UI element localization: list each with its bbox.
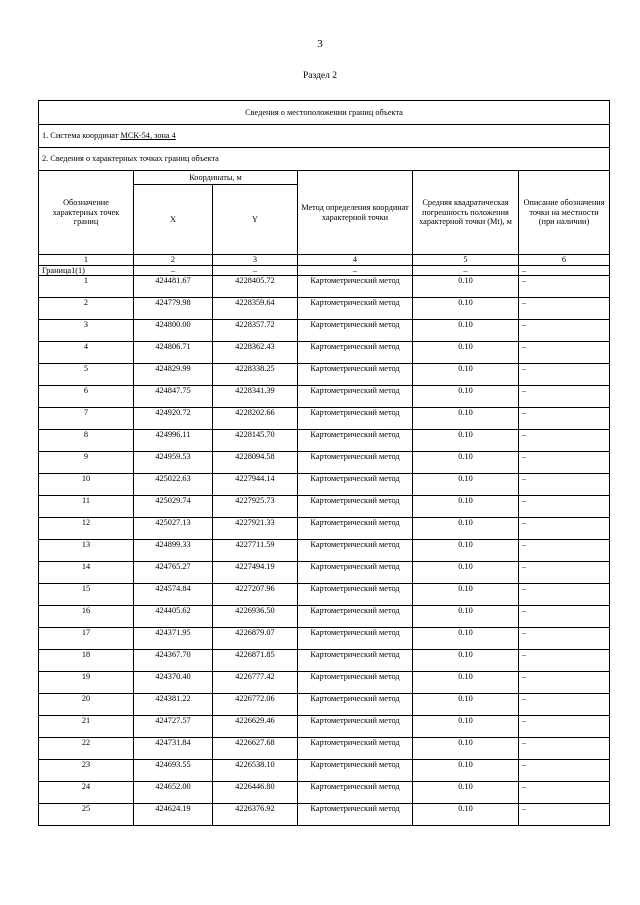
- error: 0.10: [413, 408, 519, 430]
- description: –: [519, 584, 610, 606]
- y-coordinate: 4228359.64: [213, 298, 298, 320]
- description: –: [519, 738, 610, 760]
- boundary-group-row: [39, 265, 610, 276]
- error: 0.10: [413, 518, 519, 540]
- error: 0.10: [413, 430, 519, 452]
- table-row: [39, 540, 610, 562]
- point-number: 23: [39, 760, 134, 782]
- y-coordinate: 4226772.06: [213, 694, 298, 716]
- error: 0.10: [413, 364, 519, 386]
- error: 0.10: [413, 716, 519, 738]
- description: –: [519, 518, 610, 540]
- method: Картометрический метод: [298, 540, 413, 562]
- method: Картометрический метод: [298, 518, 413, 540]
- table-row: [39, 628, 610, 650]
- x-coordinate: 424779.98: [134, 298, 213, 320]
- description: –: [519, 276, 610, 298]
- y-coordinate: 4226936.50: [213, 606, 298, 628]
- x-coordinate: 424765.27: [134, 562, 213, 584]
- point-number: 25: [39, 804, 134, 826]
- description: –: [519, 760, 610, 782]
- x-coordinate: 424405.62: [134, 606, 213, 628]
- y-coordinate: 4228357.72: [213, 320, 298, 342]
- x-coordinate: 424381.22: [134, 694, 213, 716]
- point-number: 19: [39, 672, 134, 694]
- header-x: X: [134, 185, 213, 255]
- x-coordinate: 424481.67: [134, 276, 213, 298]
- table-row: [39, 562, 610, 584]
- point-number: 1: [39, 276, 134, 298]
- x-coordinate: 424574.84: [134, 584, 213, 606]
- y-coordinate: 4228094.58: [213, 452, 298, 474]
- table-row: [39, 452, 610, 474]
- description: –: [519, 628, 610, 650]
- table-title: Сведения о местоположении границ объекта: [39, 101, 610, 125]
- description: –: [519, 804, 610, 826]
- coordinate-system-row: [39, 125, 610, 148]
- group-cell: –: [298, 265, 413, 276]
- point-number: 11: [39, 496, 134, 518]
- method: Картометрический метод: [298, 474, 413, 496]
- method: Картометрический метод: [298, 276, 413, 298]
- x-coordinate: 425027.13: [134, 518, 213, 540]
- header-coordinates: Координаты, м: [134, 171, 298, 185]
- error: 0.10: [413, 276, 519, 298]
- error: 0.10: [413, 628, 519, 650]
- method: Картометрический метод: [298, 804, 413, 826]
- point-number: 10: [39, 474, 134, 496]
- method: Картометрический метод: [298, 386, 413, 408]
- y-coordinate: 4226879.07: [213, 628, 298, 650]
- group-cell: –: [134, 265, 213, 276]
- column-number: 3: [213, 255, 298, 266]
- y-coordinate: 4226777.42: [213, 672, 298, 694]
- point-number: 7: [39, 408, 134, 430]
- x-coordinate: 424800.00: [134, 320, 213, 342]
- table-row: [39, 760, 610, 782]
- table-row: [39, 518, 610, 540]
- method: Картометрический метод: [298, 738, 413, 760]
- point-number: 13: [39, 540, 134, 562]
- method: Картометрический метод: [298, 496, 413, 518]
- table-row: [39, 320, 610, 342]
- y-coordinate: 4226376.92: [213, 804, 298, 826]
- error: 0.10: [413, 540, 519, 562]
- y-coordinate: 4227494.19: [213, 562, 298, 584]
- x-coordinate: 424367.70: [134, 650, 213, 672]
- y-coordinate: 4226446.80: [213, 782, 298, 804]
- y-coordinate: 4228362.43: [213, 342, 298, 364]
- table-row: [39, 584, 610, 606]
- header-y: Y: [213, 185, 298, 255]
- column-number-row: [39, 255, 610, 266]
- description: –: [519, 606, 610, 628]
- description: –: [519, 342, 610, 364]
- column-number: 2: [134, 255, 213, 266]
- y-coordinate: 4227921.33: [213, 518, 298, 540]
- method: Картометрический метод: [298, 584, 413, 606]
- x-coordinate: 424829.99: [134, 364, 213, 386]
- error: 0.10: [413, 782, 519, 804]
- method: Картометрический метод: [298, 760, 413, 782]
- column-number: 6: [519, 255, 610, 266]
- error: 0.10: [413, 452, 519, 474]
- header-description: Описание обозначения точки на местности (при наличии): [519, 171, 610, 255]
- method: Картометрический метод: [298, 430, 413, 452]
- y-coordinate: 4226629.46: [213, 716, 298, 738]
- description: –: [519, 694, 610, 716]
- page-number: 3: [317, 38, 323, 50]
- column-number: 4: [298, 255, 413, 266]
- header-error: Средняя квадратическая погрешность положения характерной точки (Mt), м: [413, 171, 519, 255]
- method: Картометрический метод: [298, 716, 413, 738]
- table-row: [39, 716, 610, 738]
- point-number: 6: [39, 386, 134, 408]
- method: Картометрический метод: [298, 562, 413, 584]
- point-number: 4: [39, 342, 134, 364]
- x-coordinate: 424996.11: [134, 430, 213, 452]
- points-heading: 2. Сведения о характерных точках границ объекта: [39, 148, 610, 171]
- description: –: [519, 716, 610, 738]
- section-title: Раздел 2: [303, 71, 337, 81]
- y-coordinate: 4227944.14: [213, 474, 298, 496]
- point-number: 3: [39, 320, 134, 342]
- description: –: [519, 364, 610, 386]
- description: –: [519, 782, 610, 804]
- table-row: [39, 276, 610, 298]
- table-row: [39, 606, 610, 628]
- table-row: [39, 804, 610, 826]
- point-number: 15: [39, 584, 134, 606]
- table-row: [39, 672, 610, 694]
- group-cell: –: [413, 265, 519, 276]
- description: –: [519, 474, 610, 496]
- point-number: 18: [39, 650, 134, 672]
- method: Картометрический метод: [298, 694, 413, 716]
- description: –: [519, 408, 610, 430]
- table-row: [39, 408, 610, 430]
- description: –: [519, 386, 610, 408]
- error: 0.10: [413, 562, 519, 584]
- error: 0.10: [413, 386, 519, 408]
- x-coordinate: 424806.71: [134, 342, 213, 364]
- x-coordinate: 424959.53: [134, 452, 213, 474]
- error: 0.10: [413, 342, 519, 364]
- description: –: [519, 540, 610, 562]
- x-coordinate: 424920.72: [134, 408, 213, 430]
- point-number: 5: [39, 364, 134, 386]
- table-row: [39, 364, 610, 386]
- description: –: [519, 452, 610, 474]
- point-number: 14: [39, 562, 134, 584]
- x-coordinate: 424371.95: [134, 628, 213, 650]
- y-coordinate: 4227711.59: [213, 540, 298, 562]
- error: 0.10: [413, 804, 519, 826]
- y-coordinate: 4226871.85: [213, 650, 298, 672]
- group-cell: –: [519, 265, 610, 276]
- error: 0.10: [413, 474, 519, 496]
- table-row: [39, 474, 610, 496]
- x-coordinate: 424693.55: [134, 760, 213, 782]
- method: Картометрический метод: [298, 606, 413, 628]
- x-coordinate: 424370.40: [134, 672, 213, 694]
- description: –: [519, 496, 610, 518]
- point-number: 22: [39, 738, 134, 760]
- x-coordinate: 424731.84: [134, 738, 213, 760]
- error: 0.10: [413, 738, 519, 760]
- table-row: [39, 298, 610, 320]
- error: 0.10: [413, 298, 519, 320]
- method: Картометрический метод: [298, 628, 413, 650]
- y-coordinate: 4227925.73: [213, 496, 298, 518]
- table-row: [39, 782, 610, 804]
- y-coordinate: 4228405.72: [213, 276, 298, 298]
- point-number: 17: [39, 628, 134, 650]
- coordinate-system-label: 1. Система координат: [42, 131, 121, 141]
- method: Картометрический метод: [298, 364, 413, 386]
- y-coordinate: 4228145.70: [213, 430, 298, 452]
- point-number: 16: [39, 606, 134, 628]
- column-number: 5: [413, 255, 519, 266]
- description: –: [519, 650, 610, 672]
- error: 0.10: [413, 694, 519, 716]
- method: Картометрический метод: [298, 320, 413, 342]
- group-cell: –: [213, 265, 298, 276]
- method: Картометрический метод: [298, 650, 413, 672]
- point-number: 12: [39, 518, 134, 540]
- coordinate-system-value: МСК-54, зона 4: [120, 131, 176, 141]
- x-coordinate: 424624.19: [134, 804, 213, 826]
- error: 0.10: [413, 584, 519, 606]
- table-row: [39, 650, 610, 672]
- y-coordinate: 4227207.96: [213, 584, 298, 606]
- method: Картометрический метод: [298, 452, 413, 474]
- method: Картометрический метод: [298, 298, 413, 320]
- error: 0.10: [413, 606, 519, 628]
- x-coordinate: 424727.57: [134, 716, 213, 738]
- point-number: 24: [39, 782, 134, 804]
- method: Картометрический метод: [298, 342, 413, 364]
- y-coordinate: 4226538.10: [213, 760, 298, 782]
- y-coordinate: 4228338.25: [213, 364, 298, 386]
- table-row: [39, 430, 610, 452]
- y-coordinate: 4228202.66: [213, 408, 298, 430]
- point-number: 8: [39, 430, 134, 452]
- x-coordinate: 424847.75: [134, 386, 213, 408]
- method: Картометрический метод: [298, 782, 413, 804]
- x-coordinate: 424652.00: [134, 782, 213, 804]
- table-row: [39, 496, 610, 518]
- description: –: [519, 672, 610, 694]
- y-coordinate: 4228341.39: [213, 386, 298, 408]
- boundary-group-label: Граница1(1): [39, 265, 134, 276]
- boundary-points-table: [38, 100, 610, 826]
- header-method: Метод определения координат характерной точки: [298, 171, 413, 255]
- point-number: 9: [39, 452, 134, 474]
- x-coordinate: 424899.33: [134, 540, 213, 562]
- description: –: [519, 562, 610, 584]
- description: –: [519, 430, 610, 452]
- x-coordinate: 425022.63: [134, 474, 213, 496]
- error: 0.10: [413, 320, 519, 342]
- method: Картометрический метод: [298, 408, 413, 430]
- x-coordinate: 425029.74: [134, 496, 213, 518]
- table-row: [39, 738, 610, 760]
- error: 0.10: [413, 760, 519, 782]
- error: 0.10: [413, 650, 519, 672]
- point-number: 2: [39, 298, 134, 320]
- method: Картометрический метод: [298, 672, 413, 694]
- description: –: [519, 320, 610, 342]
- error: 0.10: [413, 496, 519, 518]
- point-number: 20: [39, 694, 134, 716]
- description: –: [519, 298, 610, 320]
- table-row: [39, 342, 610, 364]
- header-designation: Обозначение характерных точек границ: [39, 171, 134, 255]
- table-row: [39, 386, 610, 408]
- table-row: [39, 694, 610, 716]
- point-number: 21: [39, 716, 134, 738]
- column-number: 1: [39, 255, 134, 266]
- error: 0.10: [413, 672, 519, 694]
- y-coordinate: 4226627.68: [213, 738, 298, 760]
